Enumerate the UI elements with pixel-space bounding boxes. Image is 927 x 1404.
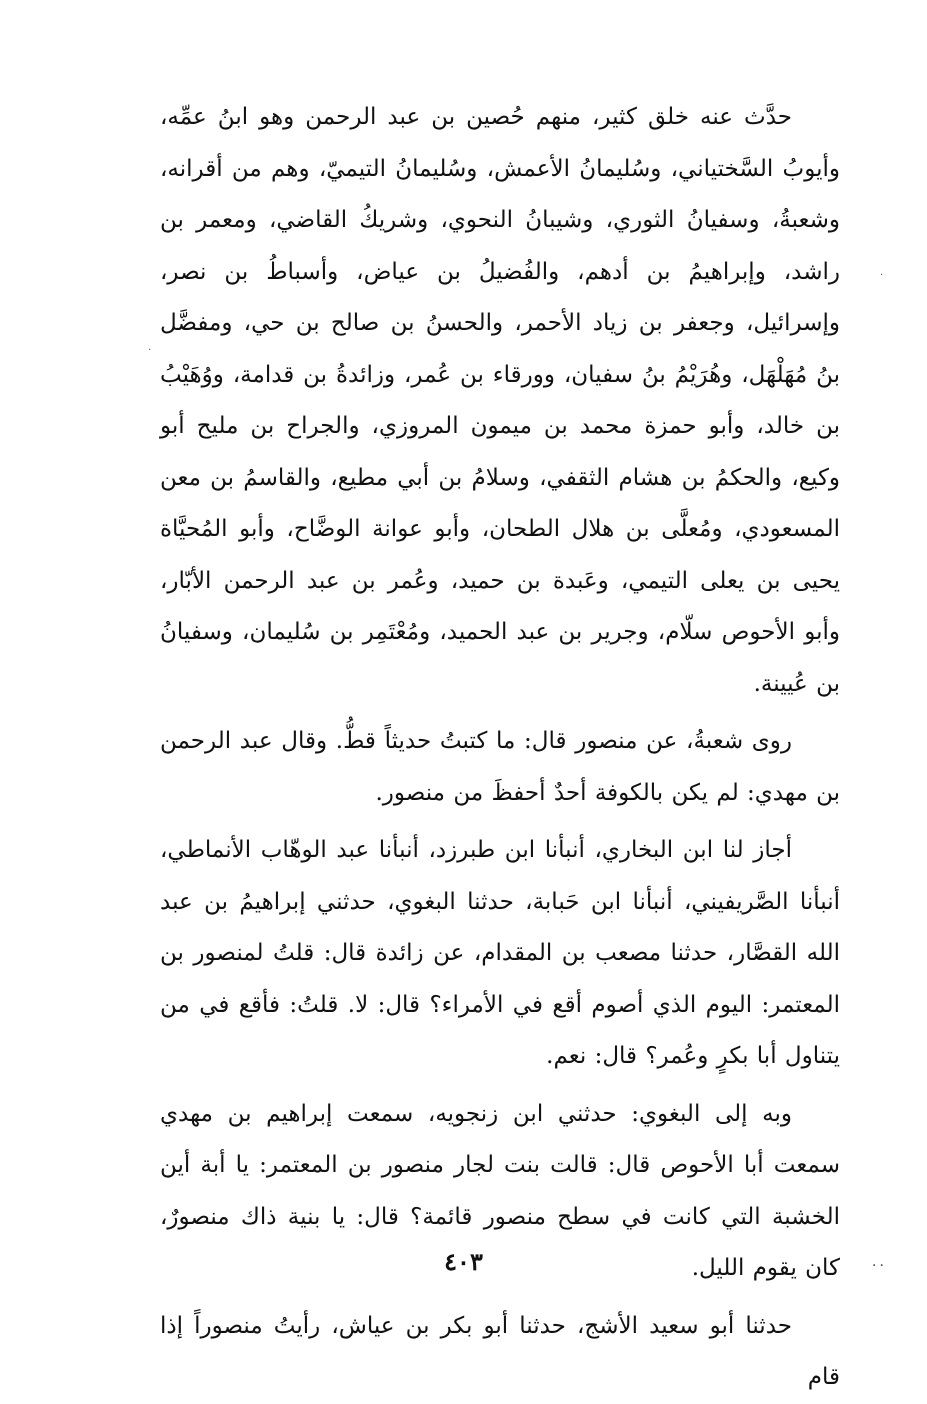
paragraph-narrators: حدَّث عنه خلق كثير، منهم حُصين بن عبد الرحمن وهو ابنُ عمِّه، وأيوبُ السَّختياني، وسُليمانُ الأعمش، وسُليمانُ التيميّ، وهم من أقرانه، وشعبةُ، وسفيانُ الثوري، وشيبانُ النحوي، وشريكُ القاضي، ومعمر بن راشد، وإبراهيمُ بن أدهم، والفُضيلُ بن عياض، وأسباطُ بن نصر، وإسرائيل، وجعفر بن زياد الأحمر، والحسنُ بن صالح بن حي، ومفضَّل بنُ مُهَلْهَل، وهُرَيْمُ بنُ سفيان، وورقاء بن عُمر، وزائدةُ بن قدامة، ووُهَيْبُ بن خالد، وأبو حمزة محمد بن ميمون المروزي، والجراح بن مليح أبو وكيع، والحكمُ بن هشام الثقفي، وسلامُ بن أبي مطيع، والقاسمُ بن معن المسعودي، ومُعلَّى بن هلال الطحان، وأبو عوانة الوضَّاح، وأبو المُحيَّاة يحيى بن يعلى التيمي، وعَبدة بن حميد، وعُمر بن عبد الرحمن الأبّار، وأبو الأحوص سلّام، وجرير بن عبد الحميد، ومُعْتَمِر بن سُليمان، وسفيانُ بن عُيينة. [160, 104, 840, 697]
main-text [160, 92, 840, 1404]
paragraph-ashajj: حدثنا أبو سعيد الأشج، حدثنا أبو بكر بن عياش، رأيتُ منصوراً إذا قام [160, 1312, 840, 1390]
paragraph-baghawi: وبه إلى البغوي: حدثني ابن زنجويه، سمعت إبراهيم بن مهدي سمعت أبا الأحوص قال: قالت بنت لجار منصور بن المعتمر: يا أبة أين الخشبة التي كانت في سطح منصور قائمة؟ قال: يا بنية ذاك منصورٌ، كان يقوم الليل. [160, 1100, 840, 1281]
margin-speck-mark: · [148, 345, 152, 356]
margin-speck-mark: · [880, 270, 884, 281]
margin-speck-mark: ·· [872, 1258, 887, 1274]
paragraph-ijaza: أجاز لنا ابن البخاري، أنبأنا ابن طبرزد، أنبأنا عبد الوهّاب الأنماطي، أنبأنا الصَّريفيني، أنبأنا ابن حَبابة، حدثنا البغوي، حدثني إبراهيمُ بن عبد الله القصَّار، حدثنا مصعب بن المقدام، عن زائدة قال: قلتُ لمنصور بن المعتمر: اليوم الذي أصوم أقع في الأمراء؟ قال: لا. قلتُ: فأقع في من يتناول أبا بكرٍ وعُمر؟ قال: نعم. [160, 837, 840, 1069]
paragraph-shuba: روى شعبةُ، عن منصور قال: ما كتبتُ حديثاً قطُّ. وقال عبد الرحمن بن مهدي: لم يكن بالكوفة أحدٌ أحفظَ من منصور. [160, 728, 840, 806]
page-number: ٤٠٣ [444, 1247, 483, 1276]
